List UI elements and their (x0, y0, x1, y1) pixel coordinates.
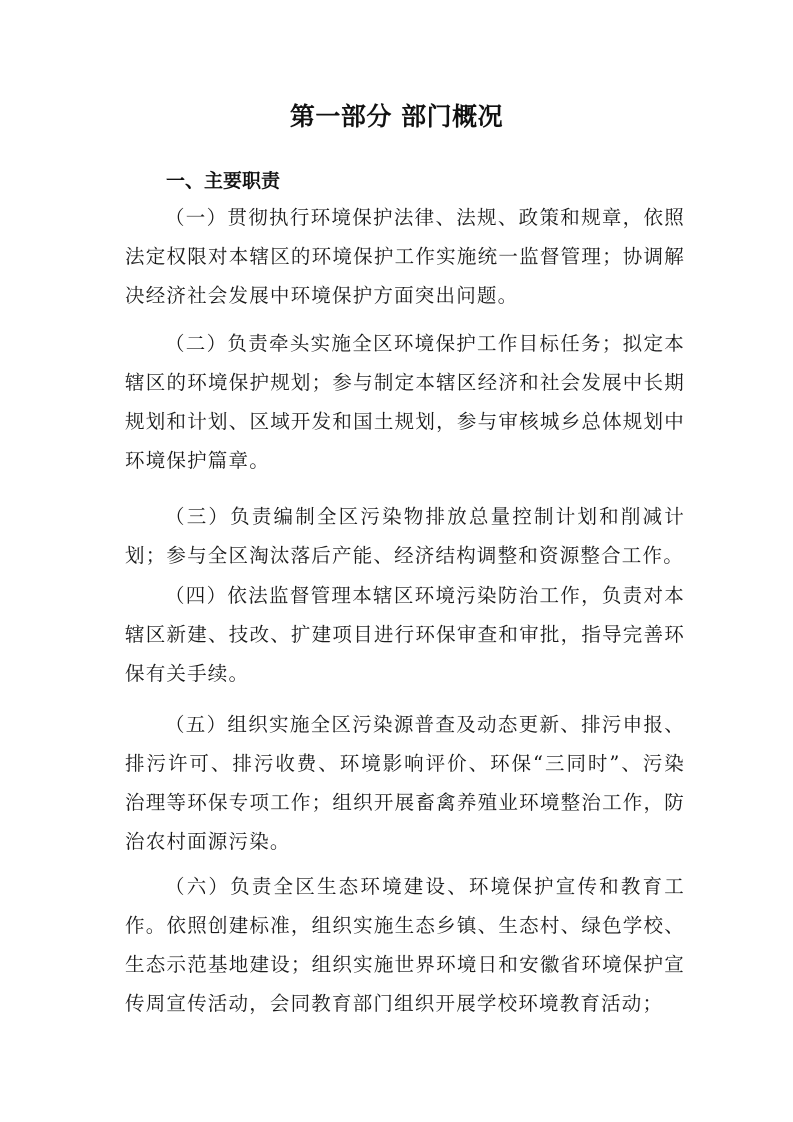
paragraph-duty-1: （一）贯彻执行环境保护法律、法规、政策和规章，依照法定权限对本辖区的环境保护工作实施统一监督管理；协调解决经济社会发展中环境保护方面突出问题。 (125, 206, 685, 307)
paragraph-duty-2: （二）负责牵头实施全区环境保护工作目标任务；拟定本辖区的环境保护规划；参与制定本辖区经济和社会发展中长期规划和计划、区域开发和国土规划，参与审核城乡总体规划中环境保护篇章。 (125, 332, 685, 472)
paragraph-duty-3: （三）负责编制全区污染物排放总量控制计划和削减计划；参与全区淘汰落后产能、经济结构调整和资源整合工作。 (125, 505, 685, 567)
section-heading: 一、主要职责 (166, 170, 281, 192)
paragraph-duty-6: （六）负责全区生态环境建设、环境保护宣传和教育工作。依照创建标准，组织实施生态乡镇、生态村、绿色学校、生态示范基地建设；组织实施世界环境日和安徽省环境保护宣传周宣传活动，会同教育部门组织开展学校环境教育活动； (125, 875, 685, 1015)
paragraph-duty-5: （五）组织实施全区污染源普查及动态更新、排污申报、排污许可、排污收费、环境影响评价、环保“三同时”、污染治理等环保专项工作；组织开展畜禽养殖业环境整治工作，防治农村面源污染。 (125, 713, 685, 853)
page-title: 第一部分 部门概况 (289, 102, 504, 131)
paragraph-duty-4: （四）依法监督管理本辖区环境污染防治工作，负责对本辖区新建、技改、扩建项目进行环保审查和审批，指导完善环保有关手续。 (125, 584, 685, 685)
